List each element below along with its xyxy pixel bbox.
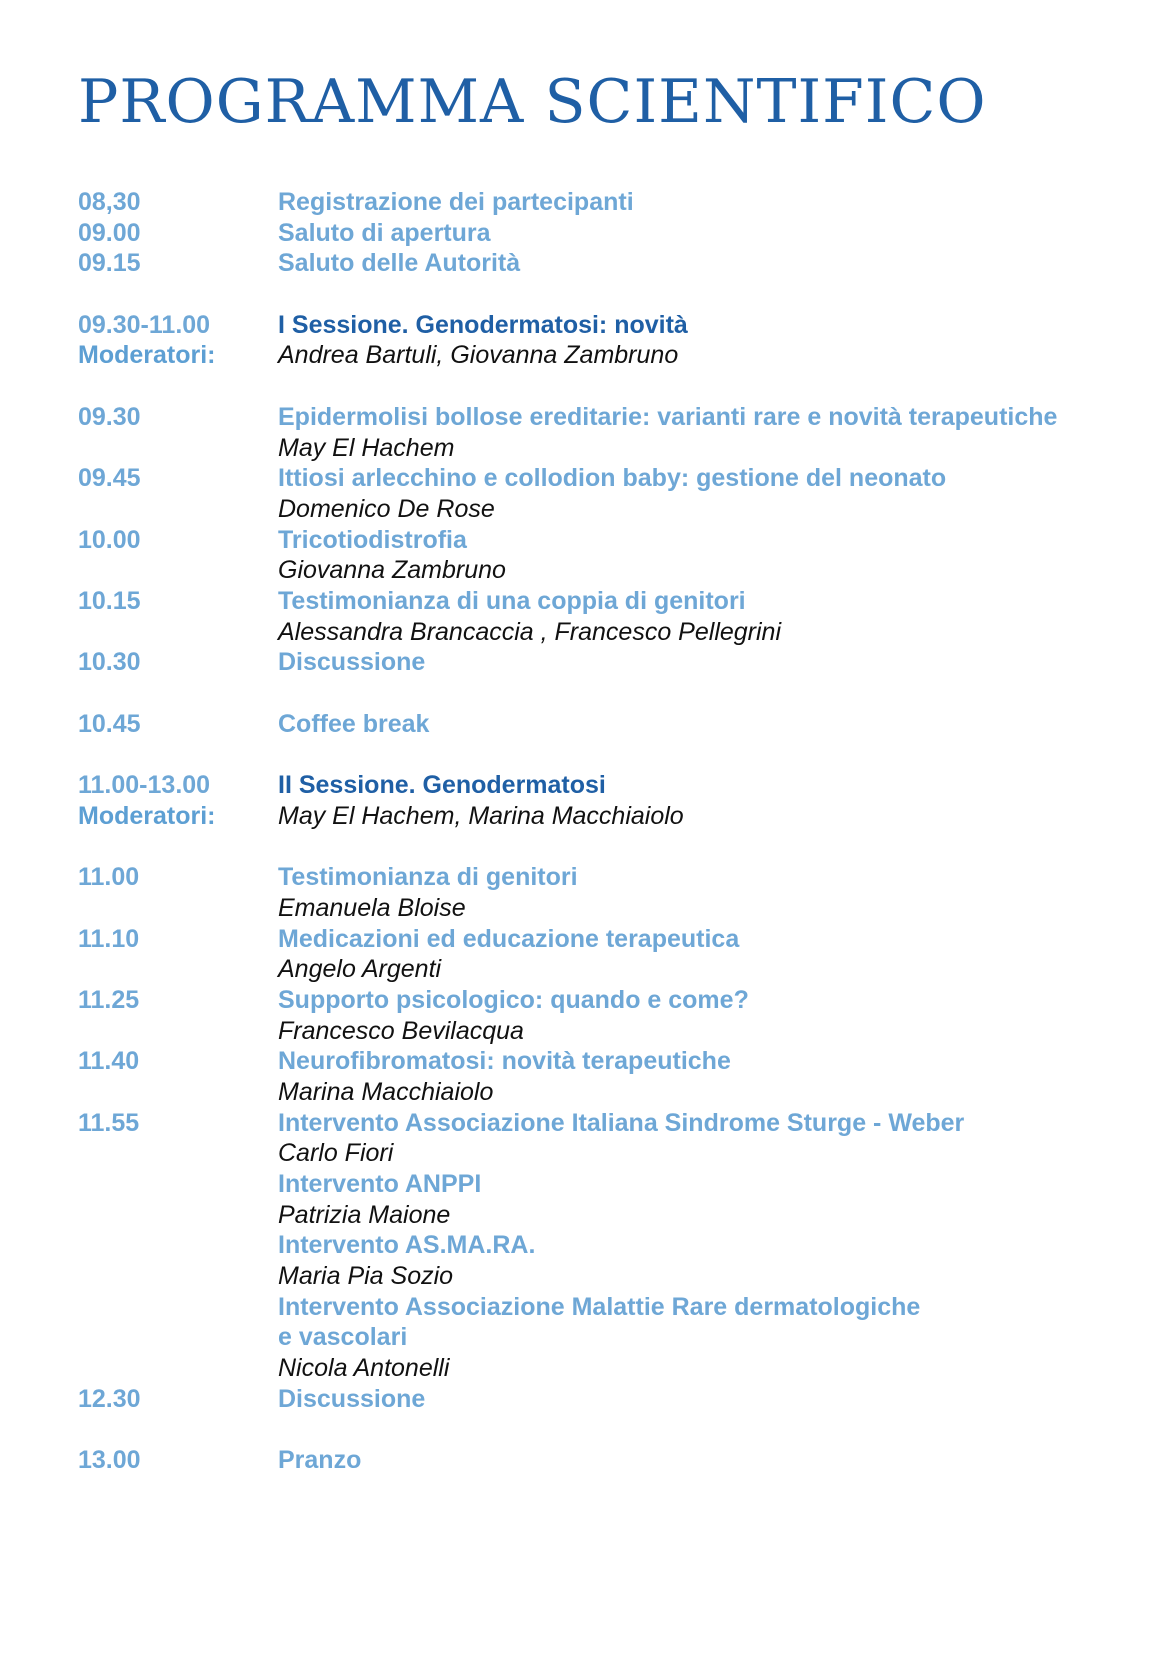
speaker-name: Giovanna Zambruno: [278, 556, 506, 585]
time-slot: 11.00-13.00: [78, 771, 211, 800]
schedule-spacer: [78, 831, 1128, 862]
schedule-spacer: [78, 279, 1128, 310]
talk-title: Intervento ANPPI: [278, 1170, 482, 1198]
schedule-row: [78, 248, 1128, 279]
schedule-row: [78, 1322, 1128, 1353]
time-slot: 10.15: [78, 586, 141, 615]
schedule-row: [78, 1016, 1128, 1047]
schedule-list: [78, 187, 1128, 1476]
schedule-spacer: [78, 678, 1128, 709]
speaker-name: Francesco Bevilacqua: [278, 1016, 524, 1045]
schedule-row: [78, 218, 1128, 249]
speaker-name: May El Hachem: [278, 433, 455, 462]
talk-title: Medicazioni ed educazione terapeutica: [278, 924, 740, 953]
time-slot: 11.25: [78, 985, 140, 1014]
talk-title: Supporto psicologico: quando e come?: [278, 985, 749, 1014]
talk-title: Testimonianza di genitori: [278, 863, 578, 892]
schedule-row: [78, 463, 1128, 494]
time-slot: 09.15: [78, 249, 141, 278]
schedule-row: [78, 893, 1128, 924]
speaker-name: Carlo Fiori: [278, 1139, 394, 1168]
time-slot: 09.45: [78, 464, 141, 493]
schedule-row: [78, 187, 1128, 218]
schedule-row: [78, 1384, 1128, 1415]
schedule-row: [78, 586, 1128, 617]
schedule-row: [78, 617, 1128, 648]
time-slot: 09.00: [78, 218, 141, 247]
schedule-row: [78, 924, 1128, 955]
talk-title: Discussione: [278, 1384, 426, 1413]
talk-title: Saluto delle Autorità: [278, 249, 521, 278]
time-slot: 11.40: [78, 1047, 140, 1076]
moderators-label: Moderatori:: [78, 801, 216, 830]
time-slot: 13.00: [78, 1446, 141, 1475]
schedule-row: [78, 709, 1128, 740]
schedule-row: [78, 555, 1128, 586]
session-title: II Sessione. Genodermatosi: [278, 771, 606, 800]
talk-title: Intervento Associazione Malattie Rare dermatologiche: [278, 1292, 921, 1321]
talk-title: Testimonianza di una coppia di genitori: [278, 586, 746, 615]
schedule-row: [78, 647, 1128, 678]
speaker-name: Marina Macchiaiolo: [278, 1077, 494, 1106]
speaker-name: Nicola Antonelli: [278, 1354, 450, 1383]
speaker-name: May El Hachem, Marina Macchiaiolo: [278, 801, 684, 830]
schedule-row: [78, 801, 1128, 832]
schedule-row: [78, 494, 1128, 525]
schedule-row: [78, 1138, 1128, 1169]
schedule-spacer: [78, 1415, 1128, 1446]
talk-title: Discussione: [278, 648, 426, 677]
schedule-row: [78, 340, 1128, 371]
page-title: PROGRAMMA SCIENTIFICO: [78, 67, 987, 137]
schedule-row: [78, 862, 1128, 893]
time-slot: 09.30-11.00: [78, 310, 211, 339]
session-title: I Sessione. Genodermatosi: novità: [278, 310, 688, 339]
talk-title: Saluto di apertura: [278, 218, 491, 247]
schedule-row: [78, 1292, 1128, 1323]
time-slot: 11.00: [78, 863, 140, 892]
schedule-row: [78, 770, 1128, 801]
schedule-row: [78, 1445, 1128, 1476]
schedule-row: [78, 1046, 1128, 1077]
talk-title: Coffee break: [278, 709, 430, 738]
talk-title: Neurofibromatosi: novità terapeutiche: [278, 1047, 731, 1076]
talk-title: Pranzo: [278, 1446, 362, 1475]
schedule-row: [78, 985, 1128, 1016]
speaker-name: Patrizia Maione: [278, 1200, 451, 1229]
time-slot: 10.30: [78, 648, 141, 677]
moderators-label: Moderatori:: [78, 341, 216, 370]
talk-title: e vascolari: [278, 1323, 408, 1352]
time-slot: 10.00: [78, 525, 141, 554]
speaker-name: Domenico De Rose: [278, 494, 495, 523]
speaker-name: Alessandra Brancaccia , Francesco Pellegrini: [278, 617, 782, 646]
time-slot: 11.55: [78, 1108, 140, 1137]
schedule-row: [78, 1169, 1128, 1200]
schedule-row: [78, 1230, 1128, 1261]
schedule-row: [78, 1200, 1128, 1231]
schedule-row: [78, 954, 1128, 985]
talk-title: Tricotiodistrofia: [278, 525, 467, 554]
time-slot: 11.10: [78, 924, 140, 953]
schedule-row: [78, 433, 1128, 464]
talk-title: Ittiosi arlecchino e collodion baby: gestione del neonato: [278, 464, 947, 493]
speaker-name: Angelo Argenti: [278, 955, 442, 984]
schedule-row: [78, 1077, 1128, 1108]
schedule-row: [78, 402, 1128, 433]
schedule-row: [78, 1261, 1128, 1292]
schedule-row: [78, 1353, 1128, 1384]
schedule-spacer: [78, 371, 1128, 402]
talk-title: Epidermolisi bollose ereditarie: varianti rare e novità terapeutiche: [278, 402, 1058, 431]
time-slot: 09.30: [78, 402, 141, 431]
schedule-row: [78, 525, 1128, 556]
speaker-name: Andrea Bartuli, Giovanna Zambruno: [278, 341, 679, 370]
schedule-row: [78, 310, 1128, 341]
talk-title: Intervento Associazione Italiana Sindrome Sturge - Weber: [278, 1108, 965, 1137]
speaker-name: Emanuela Bloise: [278, 893, 466, 922]
talk-title: Intervento AS.MA.RA.: [278, 1231, 536, 1260]
speaker-name: Maria Pia Sozio: [278, 1262, 454, 1291]
time-slot: 12.30: [78, 1384, 141, 1413]
schedule-spacer: [78, 739, 1128, 770]
time-slot: 10.45: [78, 709, 141, 738]
schedule-row: [78, 1108, 1128, 1139]
talk-title: Registrazione dei partecipanti: [278, 188, 634, 216]
time-slot: 08,30: [78, 188, 141, 216]
